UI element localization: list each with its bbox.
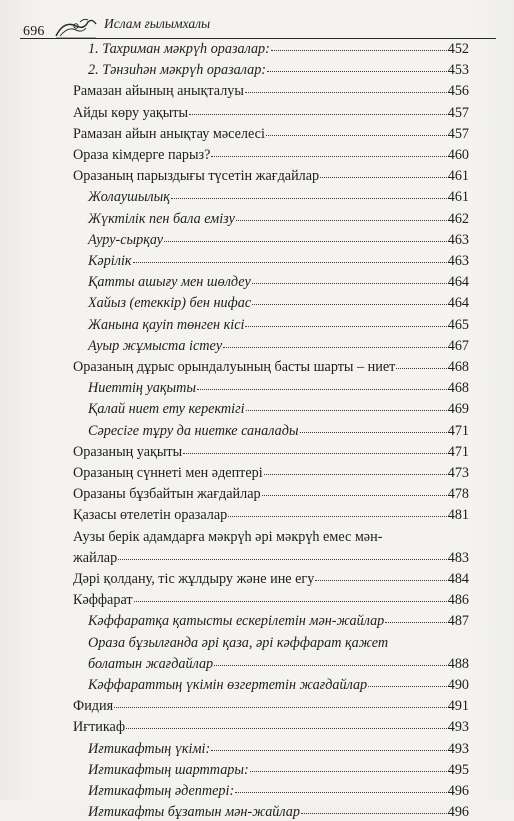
toc-page-number: 491 (447, 698, 469, 715)
toc-page-number: 488 (447, 655, 469, 672)
toc-entry[interactable] (73, 444, 469, 461)
dot-leader (164, 241, 447, 242)
dot-leader (300, 432, 447, 433)
toc-page-number: 464 (447, 274, 469, 291)
toc-entry[interactable] (73, 465, 469, 482)
toc-page-number: 461 (447, 189, 469, 206)
toc-entry-label: Иғтикаф (73, 719, 126, 736)
toc-entry[interactable] (88, 62, 469, 79)
toc-entry[interactable] (88, 401, 469, 418)
toc-page-number: 496 (447, 804, 469, 821)
toc-entry[interactable] (73, 507, 469, 524)
dot-leader (266, 135, 447, 136)
dot-leader (396, 368, 446, 369)
toc-entry-label: жайлар (73, 549, 118, 566)
toc-entry[interactable] (88, 783, 469, 800)
toc-page-number: 490 (447, 677, 469, 693)
dot-leader (134, 601, 447, 602)
dot-leader (189, 114, 447, 115)
toc-entry-label: Қазасы өтелетін оразалар (73, 507, 228, 524)
toc-entry[interactable] (88, 423, 469, 440)
toc-page-number: 453 (447, 62, 469, 79)
toc-entry[interactable] (88, 677, 469, 694)
toc-entry[interactable] (73, 592, 469, 609)
toc-page-number: 467 (447, 337, 469, 354)
dot-leader (223, 347, 447, 348)
dot-leader (236, 220, 447, 221)
toc-page-number: 461 (447, 168, 469, 185)
toc-page-number: 457 (447, 125, 469, 142)
toc-entry[interactable] (73, 359, 469, 376)
dot-leader (252, 304, 447, 305)
toc-entry[interactable] (73, 571, 469, 588)
toc-entry-line: Аузы берік адамдарға мәкрүһ әрі мәкрүһ емес мән- (73, 528, 383, 545)
toc-page-number: 473 (447, 465, 469, 481)
dot-leader (114, 707, 447, 708)
toc-entry-label: Кәффарат (73, 592, 133, 609)
dot-leader (385, 622, 446, 623)
toc-entry[interactable] (73, 168, 469, 185)
toc-page-number: 469 (447, 401, 469, 418)
toc-entry-label: Кәрілік (88, 253, 132, 269)
toc-entry[interactable] (88, 211, 469, 228)
toc-entry-label: Иғтикафты бұзатын мән-жайлар (88, 804, 300, 821)
toc-page-number: 463 (447, 253, 469, 269)
toc-entry[interactable] (73, 105, 469, 122)
dot-leader (245, 92, 447, 93)
toc-entry[interactable] (73, 719, 469, 736)
toc-entry[interactable] (88, 613, 469, 630)
toc-entry-label: 1. Тахриман мәкрүһ оразалар: (88, 41, 270, 57)
toc-entry-label: Жолаушылық (88, 189, 170, 206)
toc-entry[interactable] (88, 317, 469, 334)
toc-entry-label: Оразаның дұрыс орындалуының басты шарты – ниет (73, 359, 396, 375)
page-header (20, 8, 490, 38)
toc-entry[interactable] (73, 486, 469, 503)
toc-entry[interactable] (88, 189, 469, 206)
dot-leader (133, 262, 447, 263)
toc-page-number: 452 (447, 41, 469, 57)
toc-page-number: 496 (447, 783, 469, 799)
dot-leader (211, 750, 447, 751)
dot-leader (262, 495, 447, 496)
toc-entry[interactable] (73, 83, 469, 100)
dot-leader (252, 283, 447, 284)
toc-page-number: 460 (447, 147, 469, 163)
dot-leader (246, 410, 447, 411)
dot-leader (183, 453, 447, 454)
toc-entry-line: Ораза бұзылғанда әрі қаза, әрі кәффарат қажет (88, 634, 389, 651)
dot-leader (368, 686, 447, 687)
toc-entry-label: Иғтикафтың әдептері: (88, 783, 235, 799)
toc-entry-label: Ауру-сырқау (88, 231, 164, 248)
toc-page-number: 493 (447, 740, 469, 757)
dot-leader (171, 198, 447, 199)
toc-page-number: 493 (447, 719, 469, 736)
toc-entry[interactable] (88, 804, 469, 821)
toc-entry[interactable] (88, 41, 469, 58)
toc-entry-label: Ниеттің уақыты (88, 380, 196, 397)
toc-page-number: 486 (447, 592, 469, 609)
dot-leader (235, 792, 447, 793)
toc-entry[interactable] (88, 295, 469, 312)
toc-page-number: 481 (447, 507, 469, 524)
toc-entry[interactable] (88, 762, 469, 779)
toc-entry-label: Рамазан айының анықталуы (73, 83, 244, 100)
toc-entry-label: Дәрі қолдану, тіс жұлдыру және ине егу (73, 571, 315, 587)
page-number: 696 (23, 24, 45, 39)
toc-entry-label: Айды көру уақыты (73, 104, 189, 121)
toc-page-number: 471 (447, 443, 469, 460)
toc-entry[interactable] (73, 147, 469, 164)
dot-leader (211, 156, 446, 157)
dot-leader (271, 50, 447, 51)
toc-entry[interactable] (73, 550, 469, 567)
decorative-ornament-icon (54, 16, 98, 40)
toc-entry-label: Қалай ниет ету керектігі (88, 401, 245, 418)
dot-leader (228, 516, 446, 517)
toc-page-number: 478 (447, 486, 469, 503)
toc-entry-label: Сәресіге тұру да ниетке саналады (88, 422, 299, 439)
dot-leader (214, 665, 447, 666)
toc-entry[interactable] (88, 380, 469, 397)
dot-leader (118, 559, 447, 560)
toc-entry[interactable] (88, 741, 469, 758)
toc-page-number: 487 (447, 613, 469, 630)
toc-page-number: 456 (447, 83, 469, 100)
toc-page-number: 495 (447, 761, 469, 778)
toc-entry-label: Фидия (73, 698, 114, 715)
toc-entry-label: Жанына қауіп төнген кісі (88, 316, 245, 333)
toc-entry[interactable] (88, 338, 469, 355)
toc-entry[interactable] (88, 656, 469, 673)
dot-leader (126, 728, 447, 729)
toc-entry[interactable] (88, 274, 469, 291)
toc-entry-label: Оразаны бұзбайтын жағдайлар (73, 486, 261, 503)
toc-entry-label: Рамазан айын анықтау мәселесі (73, 125, 265, 142)
toc-entry-label: Оразаның уақыты (73, 443, 183, 460)
toc-entry-label: Хайыз (етеккір) бен нифас (88, 295, 252, 312)
toc-entry-label: Оразаның парыздығы түсетін жағдайлар (73, 168, 320, 185)
toc-page-number: 483 (447, 549, 469, 566)
toc-entry[interactable] (88, 253, 469, 270)
toc-entry-label: Ораза кімдерге парыз? (73, 147, 211, 163)
toc-entry[interactable] (88, 232, 469, 249)
toc-page-number: 463 (447, 231, 469, 248)
toc-entry-label: Иғтикафтың шарттары: (88, 761, 249, 778)
toc-page-number: 457 (447, 104, 469, 121)
toc-entry-label: Иғтикафтың үкімі: (88, 740, 211, 757)
toc-entry-label: болатын жағдайлар (88, 655, 214, 672)
dot-leader (250, 771, 447, 772)
toc-page-number: 465 (447, 316, 469, 333)
toc-page-number: 484 (447, 571, 469, 587)
toc-page-number: 464 (447, 295, 469, 312)
toc-entry-label: Кәффаратқа қатысты ескерілетін мән-жайлар (88, 613, 385, 630)
dot-leader (267, 71, 447, 72)
dot-leader (264, 474, 447, 475)
toc-page-number: 462 (447, 210, 469, 227)
toc-entry[interactable] (73, 698, 469, 715)
toc-entry[interactable] (73, 126, 469, 143)
header-divider (20, 38, 496, 39)
toc-entry-label: 2. Тәнзиһән мәкрүһ оразалар: (88, 62, 267, 79)
dot-leader (320, 177, 447, 178)
dot-leader (315, 580, 446, 581)
toc-entry-label: Ауыр жұмыста істеу (88, 337, 223, 354)
toc-page-number: 468 (447, 380, 469, 397)
toc-entry-label: Оразаның сүннеті мен әдептері (73, 465, 263, 481)
toc-entry-label: Қатты ашығу мен шөлдеу (88, 274, 251, 291)
dot-leader (245, 326, 446, 327)
dot-leader (197, 389, 447, 390)
running-title: Ислам ғылымхалы (104, 16, 211, 31)
toc-page-number: 471 (447, 422, 469, 439)
toc-page-number: 468 (447, 359, 469, 375)
toc-entry-label: Кәффараттың үкімін өзгертетін жағдайлар (88, 677, 368, 693)
dot-leader (301, 813, 447, 814)
toc-entry-label: Жүктілік пен бала емізу (88, 210, 235, 227)
